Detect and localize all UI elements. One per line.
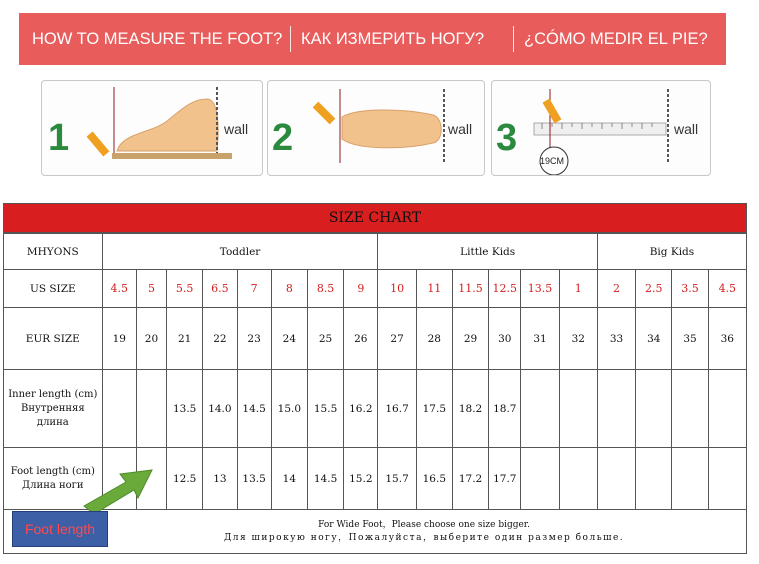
inner-value-cell <box>672 370 708 448</box>
inner-value-cell: 16.7 <box>378 370 416 448</box>
eur-value-cell: 36 <box>708 308 746 370</box>
us-value-cell: 11 <box>416 270 452 308</box>
eur-size-row <box>4 308 747 370</box>
eur-value-cell: 28 <box>416 308 452 370</box>
step-1-panel <box>41 80 263 176</box>
us-size-row <box>4 270 747 308</box>
size-chart-title: SIZE CHART <box>3 203 747 233</box>
note-row <box>4 510 747 554</box>
foot-value-cell <box>708 448 746 510</box>
foot-value-cell: 14 <box>271 448 307 510</box>
foot-value-cell: 15.2 <box>344 448 378 510</box>
us-value-cell: 5 <box>136 270 166 308</box>
inner-value-cell: 18.2 <box>452 370 488 448</box>
eur-value-cell: 29 <box>452 308 488 370</box>
foot-value-cell <box>559 448 597 510</box>
inner-value-cell: 17.5 <box>416 370 452 448</box>
us-value-cell: 12.5 <box>489 270 521 308</box>
inner-value-cell: 15.0 <box>271 370 307 448</box>
eur-value-cell: 25 <box>307 308 343 370</box>
eur-value-cell: 33 <box>597 308 635 370</box>
us-value-cell: 1 <box>559 270 597 308</box>
inner-length-label <box>4 370 103 448</box>
foot-value-cell: 17.7 <box>489 448 521 510</box>
us-value-cell: 8 <box>271 270 307 308</box>
eur-value-cell: 22 <box>203 308 237 370</box>
banner-title-ru: КАК ИЗМЕРИТЬ НОГУ? <box>301 29 485 48</box>
eur-value-cell: 32 <box>559 308 597 370</box>
eur-value-cell: 35 <box>672 308 708 370</box>
eur-value-cell: 19 <box>102 308 136 370</box>
foot-value-cell <box>672 448 708 510</box>
eur-value-cell: 30 <box>489 308 521 370</box>
inner-value-cell: 16.2 <box>344 370 378 448</box>
eur-value-cell: 21 <box>167 308 203 370</box>
us-value-cell: 11.5 <box>452 270 488 308</box>
foot-value-cell: 12.5 <box>167 448 203 510</box>
foot-length-label-en: Foot length (cm) <box>10 465 95 477</box>
arrow-icon <box>80 462 160 514</box>
foot-value-cell: 16.5 <box>416 448 452 510</box>
foot-value-cell <box>636 448 672 510</box>
eur-size-label: EUR SIZE <box>4 308 103 370</box>
eur-value-cell: 23 <box>237 308 271 370</box>
inner-value-cell <box>102 370 136 448</box>
step-number-2: 2 <box>272 117 294 159</box>
us-value-cell: 2.5 <box>636 270 672 308</box>
us-value-cell: 9 <box>344 270 378 308</box>
foot-value-cell: 13.5 <box>237 448 271 510</box>
eur-value-cell: 27 <box>378 308 416 370</box>
measurement-label: 19CM <box>540 156 565 166</box>
us-value-cell: 4.5 <box>102 270 136 308</box>
note-ru: Для широкую ногу，Пожалуйста，выберите один размер больше. <box>223 532 625 543</box>
eur-value-cell: 31 <box>521 308 559 370</box>
eur-value-cell: 24 <box>271 308 307 370</box>
foot-value-cell <box>597 448 635 510</box>
wall-label: wall <box>448 121 473 137</box>
us-value-cell: 2 <box>597 270 635 308</box>
note-cell <box>102 510 746 554</box>
us-value-cell: 7 <box>237 270 271 308</box>
group-row <box>4 234 747 270</box>
inner-value-cell <box>136 370 166 448</box>
step-number-1: 1 <box>48 117 70 159</box>
inner-value-cell <box>597 370 635 448</box>
inner-value-cell <box>521 370 559 448</box>
step-number-3: 3 <box>496 117 518 159</box>
foot-value-cell: 14.5 <box>307 448 343 510</box>
us-size-label: US SIZE <box>4 270 103 308</box>
foot-length-label-ru: Длина ноги <box>22 479 84 491</box>
wall-label: wall <box>224 121 249 137</box>
inner-value-cell <box>708 370 746 448</box>
inner-value-cell: 14.0 <box>203 370 237 448</box>
inner-length-row <box>4 370 747 448</box>
foot-length-badge: Foot length <box>12 511 108 547</box>
us-value-cell: 13.5 <box>521 270 559 308</box>
us-value-cell: 3.5 <box>672 270 708 308</box>
banner-title-es: ¿CÓMO MEDIR EL PIE? <box>524 29 708 48</box>
inner-value-cell: 15.5 <box>307 370 343 448</box>
us-value-cell: 10 <box>378 270 416 308</box>
foot-value-cell: 13 <box>203 448 237 510</box>
group-little-kids: Little Kids <box>378 234 597 270</box>
us-value-cell: 5.5 <box>167 270 203 308</box>
group-toddler: Toddler <box>102 234 378 270</box>
us-value-cell: 8.5 <box>307 270 343 308</box>
note-en: For Wide Foot，Please choose one size bigger. <box>318 519 530 530</box>
eur-value-cell: 26 <box>344 308 378 370</box>
us-value-cell: 6.5 <box>203 270 237 308</box>
inner-length-label-en: Inner length (cm) <box>8 388 98 400</box>
inner-value-cell <box>636 370 672 448</box>
step-2-panel <box>267 80 485 176</box>
group-big-kids: Big Kids <box>597 234 746 270</box>
step-3-panel <box>491 80 711 176</box>
header-banner <box>19 13 726 65</box>
foot-value-cell: 15.7 <box>378 448 416 510</box>
foot-value-cell: 17.2 <box>452 448 488 510</box>
banner-divider <box>513 26 514 52</box>
foot-value-cell <box>521 448 559 510</box>
inner-value-cell: 14.5 <box>237 370 271 448</box>
banner-title-en: HOW TO MEASURE THE FOOT? <box>32 29 283 48</box>
inner-value-cell: 13.5 <box>167 370 203 448</box>
eur-value-cell: 34 <box>636 308 672 370</box>
inner-value-cell <box>559 370 597 448</box>
eur-value-cell: 20 <box>136 308 166 370</box>
inner-length-label-ru: Внутренняя длина <box>20 402 85 428</box>
wall-label: wall <box>674 121 699 137</box>
inner-value-cell: 18.7 <box>489 370 521 448</box>
us-value-cell: 4.5 <box>708 270 746 308</box>
brand-cell: MHYONS <box>4 234 103 270</box>
banner-divider <box>290 26 291 52</box>
